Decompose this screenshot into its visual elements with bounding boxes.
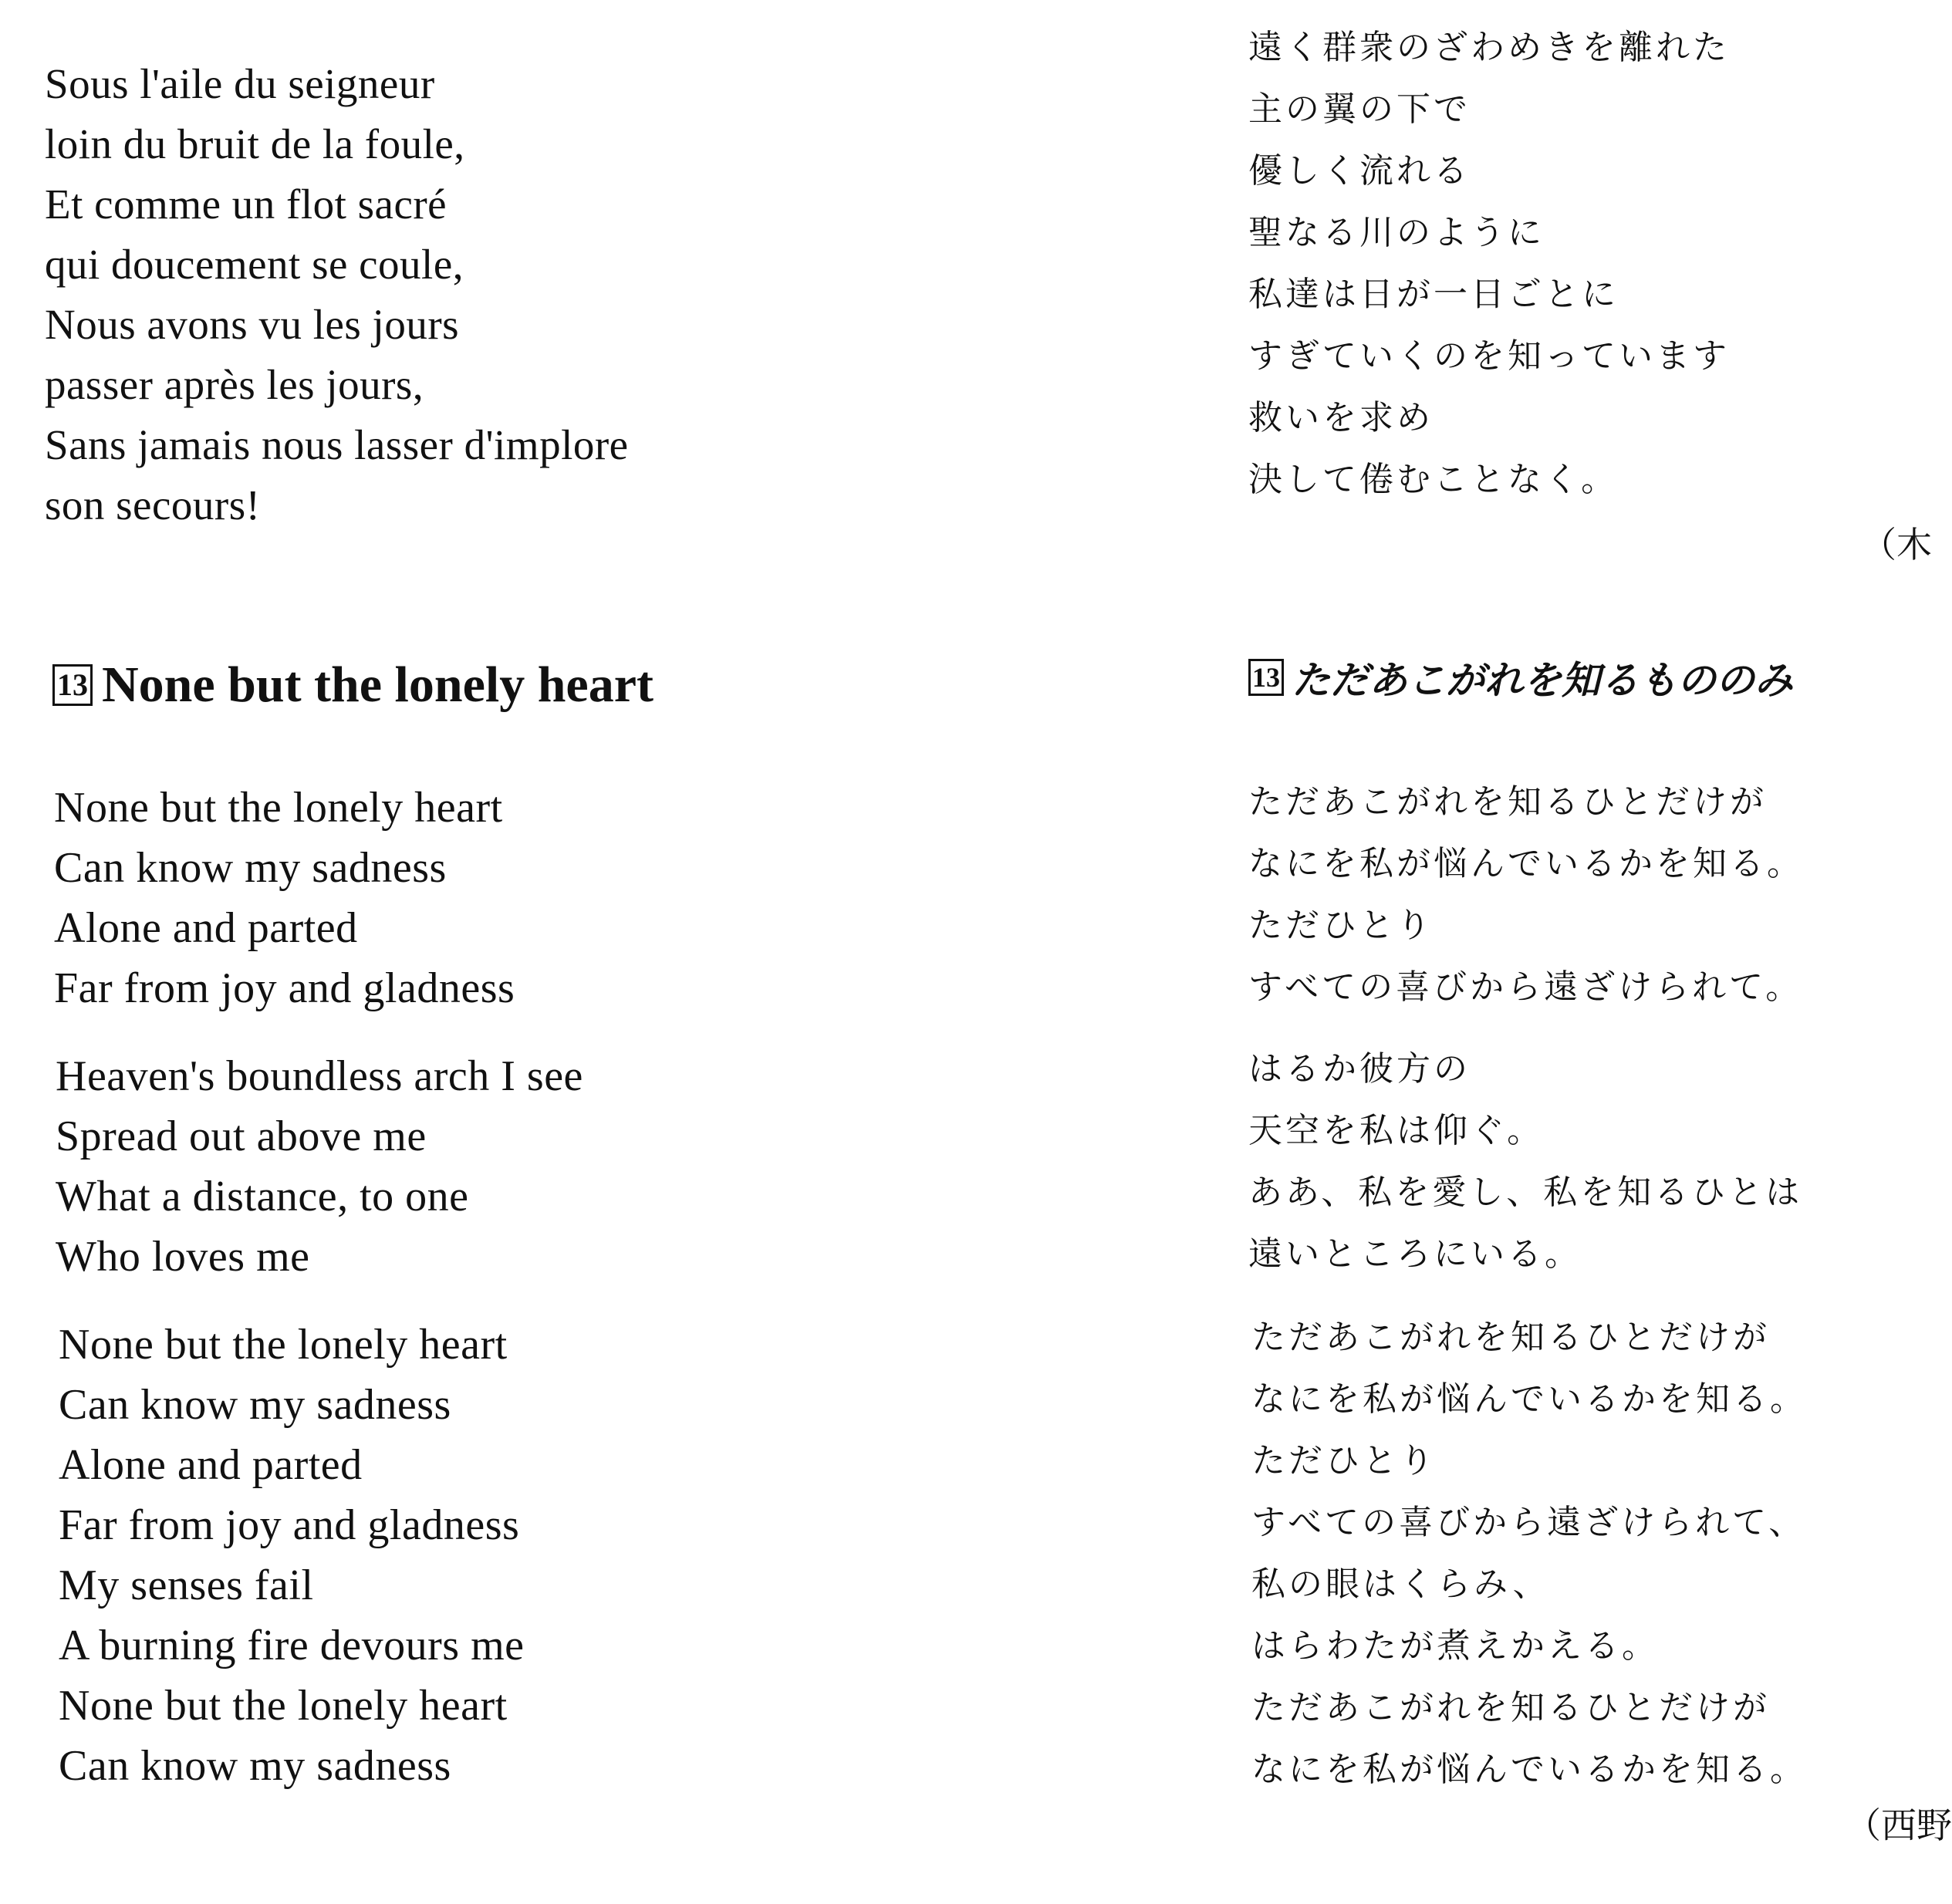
verse-line: なにを私が悩んでいるかを知る。 (1251, 1750, 1807, 1789)
verse-line: なにを私が悩んでいるかを知る。 (1251, 1379, 1807, 1419)
english-stanza-3 (59, 1315, 524, 1796)
verse-line: ああ、私を愛し、私を知るひとは (1248, 1173, 1803, 1212)
section-heading: ただあこがれを知るもののみ (1292, 658, 1793, 703)
verse-line: What a distance, to one (56, 1173, 469, 1220)
verse-line: None but the lonely heart (54, 784, 503, 832)
section-heading: None but the lonely heart (102, 657, 653, 713)
section-title-jp (1248, 650, 1793, 705)
verse-line: Who loves me (56, 1233, 310, 1281)
verse-line: 天空を私は仰ぐ。 (1248, 1111, 1545, 1150)
verse-line: passer après les jours, (45, 361, 424, 408)
verse-line: Can know my sadness (59, 1742, 451, 1790)
verse-line: Far from joy and gladness (54, 964, 515, 1012)
verse-line: Spread out above me (56, 1112, 427, 1160)
verse-line: son secours! (45, 481, 261, 528)
verse-line: ただあこがれを知るひとだけが (1251, 1688, 1770, 1727)
verse-line: My senses fail (59, 1561, 314, 1609)
verse-line: すべての喜びから遠ざけられて。 (1248, 967, 1803, 1007)
french-verse (45, 54, 629, 535)
section-number: 13 (52, 664, 93, 706)
english-stanza-2 (56, 1046, 583, 1287)
verse-line: Nous avons vu les jours (45, 301, 460, 348)
section-title-en (52, 656, 653, 714)
verse-line: ただあこがれを知るひとだけが (1251, 1318, 1770, 1357)
verse-line: None but the lonely heart (59, 1682, 508, 1730)
verse-line: 主の翼の下で (1248, 89, 1471, 129)
verse-line: 聖なる川のように (1248, 213, 1545, 252)
japanese-stanza-1 (1248, 771, 1804, 1018)
verse-line: qui doucement se coule, (45, 241, 464, 288)
japanese-stanza-3 (1251, 1307, 1807, 1801)
verse-line: Et comme un flot sacré (45, 181, 447, 228)
verse-line: 私の眼はくらみ、 (1251, 1565, 1550, 1604)
japanese-verse-1 (1248, 17, 1730, 511)
english-stanza-1 (54, 778, 515, 1018)
verse-line: Can know my sadness (54, 844, 447, 892)
verse-line: None but the lonely heart (59, 1321, 508, 1369)
verse-line: Alone and parted (59, 1441, 363, 1489)
verse-line: 決して倦むことなく。 (1248, 460, 1619, 499)
verse-line: Sous l'aile du seigneur (45, 60, 435, 107)
verse-line: A burning fire devours me (59, 1622, 525, 1669)
verse-line: 私達は日が一日ごとに (1248, 275, 1619, 314)
verse-line: 優しく流れる (1248, 151, 1471, 191)
verse-line: すぎていくのを知っています (1248, 336, 1730, 376)
translator-credit: （西野 (1846, 1804, 1952, 1846)
verse-line: ただあこがれを知るひとだけが (1248, 782, 1767, 822)
verse-line: 遠く群衆のざわめきを離れた (1248, 28, 1730, 67)
verse-line: はるか彼方の (1248, 1049, 1471, 1089)
verse-line: loin du bruit de la foule, (45, 120, 465, 167)
japanese-stanza-2 (1248, 1038, 1802, 1285)
verse-line: Heaven's boundless arch I see (56, 1052, 583, 1100)
verse-line: Alone and parted (54, 904, 358, 952)
verse-line: なにを私が悩んでいるかを知る。 (1248, 844, 1804, 883)
verse-line: 遠いところにいる。 (1248, 1234, 1582, 1274)
section-number: 13 (1248, 659, 1284, 696)
verse-line: ただひとり (1251, 1441, 1437, 1480)
verse-line: すべての喜びから遠ざけられて、 (1251, 1503, 1806, 1542)
verse-line: はらわたが煮えかえる。 (1251, 1626, 1659, 1666)
verse-line: ただひとり (1248, 906, 1434, 945)
verse-line: Can know my sadness (59, 1381, 451, 1429)
verse-line: Far from joy and gladness (59, 1501, 520, 1549)
verse-line: 救いを求め (1248, 398, 1434, 437)
translator-credit: （木 (1861, 524, 1932, 565)
verse-line: Sans jamais nous lasser d'implore (45, 421, 629, 468)
